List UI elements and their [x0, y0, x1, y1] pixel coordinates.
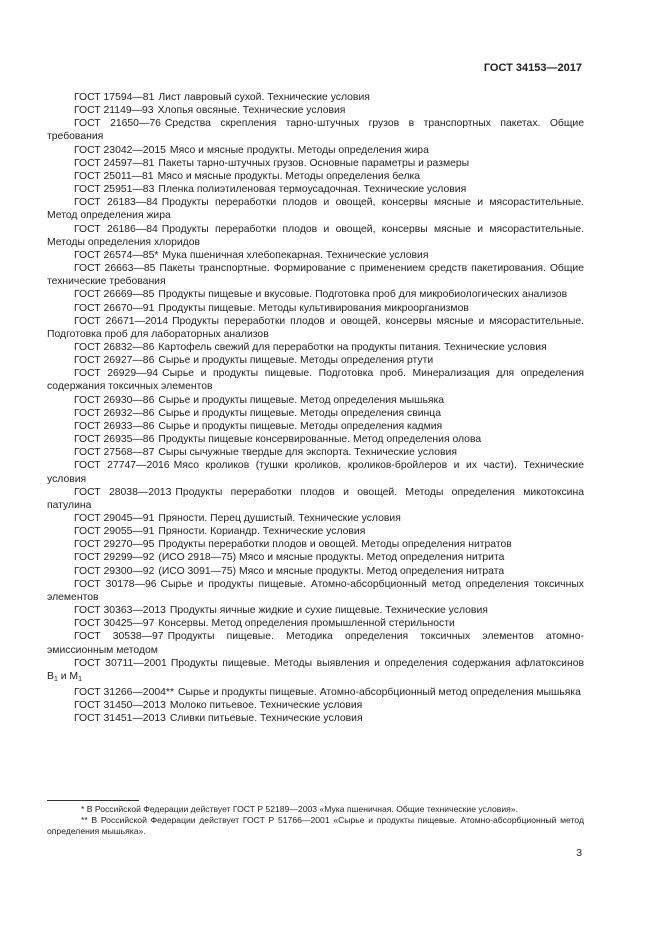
reference-title: Продукты пищевые. Методы культивирования микроорганизмов — [158, 302, 469, 314]
reference-title: Картофель свежий для переработки на продукты питания. Технические условия — [158, 341, 547, 353]
reference-title: Сырье и продукты пищевые. Методы определения ртути — [158, 355, 434, 367]
reference-code: ГОСТ 26574—85* — [74, 249, 159, 261]
reference-code: ГОСТ 31450—2013 — [74, 700, 166, 712]
reference-item — [47, 686, 584, 699]
reference-item — [47, 196, 584, 222]
reference-code: ГОСТ 26832—86 — [74, 341, 155, 353]
reference-item — [47, 302, 584, 315]
reference-code: ГОСТ 26669—85 — [74, 289, 155, 301]
reference-title: Пакеты транспортные. Формирование с применением средств пакетирования. Общие технические требования — [47, 263, 585, 288]
reference-title: Молоко питьевое. Технические условия — [169, 700, 363, 712]
reference-title: Продукты пищевые консервированные. Метод определения олова — [158, 434, 482, 446]
normative-references-list — [47, 91, 584, 726]
document-header: ГОСТ 34153—2017 — [483, 62, 582, 74]
reference-item — [47, 288, 584, 301]
reference-code: ГОСТ 26671—2014 — [74, 315, 169, 327]
reference-item — [47, 630, 584, 656]
reference-code: ГОСТ 30178—96 — [74, 578, 157, 590]
reference-item — [47, 249, 584, 262]
page-number: 3 — [576, 848, 582, 859]
reference-code: ГОСТ 29300—92 — [74, 565, 155, 577]
reference-code: ГОСТ 31266—2004** — [74, 687, 175, 699]
reference-item — [47, 433, 584, 446]
reference-title: Сливки питьевые. Технические условия — [169, 713, 363, 725]
footnotes — [47, 804, 584, 838]
reference-code: ГОСТ 24597—81 — [74, 157, 155, 169]
reference-code: ГОСТ 31451—2013 — [74, 713, 166, 725]
reference-title: Сырье и продукты пищевые. Методы определения свинца — [158, 407, 441, 419]
footnote-divider — [47, 800, 139, 801]
reference-item — [47, 712, 584, 725]
reference-item — [47, 262, 584, 288]
reference-item — [47, 699, 584, 712]
reference-title: Продукты переработки плодов и овощей. Методы определения нитратов — [158, 539, 512, 551]
reference-item — [47, 617, 584, 630]
reference-code: ГОСТ 26663—85 — [74, 263, 156, 275]
reference-title: Продукты переработки плодов и овощей. Методы определения микотоксина патулина — [47, 486, 584, 511]
reference-title: Продукты пищевые. Методика определения токсичных элементов атомно-эмиссионным методом — [47, 631, 584, 656]
reference-code: ГОСТ 30363—2013 — [74, 605, 166, 617]
reference-title: Сыры сычужные твердые для экспорта. Технические условия — [158, 447, 457, 459]
reference-item — [47, 354, 584, 367]
reference-title: Лист лавровый сухой. Технические условия — [158, 92, 370, 103]
reference-code: ГОСТ 27747—2016 — [74, 460, 170, 472]
reference-title: Мясо и мясные продукты. Методы определения жира — [169, 144, 429, 156]
reference-item — [47, 367, 584, 393]
reference-code: ГОСТ 26670—91 — [74, 302, 155, 314]
reference-code: ГОСТ 17594—81 — [74, 92, 155, 103]
reference-code: ГОСТ 26927—86 — [74, 355, 155, 367]
reference-code: ГОСТ 25951—83 — [74, 184, 155, 196]
reference-item — [47, 91, 584, 104]
reference-item — [47, 512, 584, 525]
reference-code: ГОСТ 26935—86 — [74, 434, 155, 446]
reference-code: ГОСТ 25011—81 — [74, 170, 154, 182]
reference-code: ГОСТ 26930—86 — [74, 394, 155, 406]
reference-title: Продукты переработки плодов и овощей, консервы мясные и мясорастительные. Подготовка проб для лабораторных анализов — [47, 315, 584, 340]
reference-title: (ИСО 3091—75) Мясо и мясные продукты. Метод определения нитрата — [158, 565, 505, 577]
reference-item — [47, 394, 584, 407]
reference-code: ГОСТ 29299—92 — [74, 552, 155, 564]
reference-title: Мясо и мясные продукты. Методы определения белка — [157, 170, 421, 182]
reference-code: ГОСТ 29045—91 — [74, 513, 155, 524]
footnote: ** В Российской Федерации действует ГОСТ Р 51766—2001 «Сырье и продукты пищевые. Атомно-абсорбционный метод определения мышьяка». — [47, 815, 584, 837]
reference-code: ГОСТ 26933—86 — [74, 420, 155, 432]
reference-item — [47, 407, 584, 420]
reference-title: Пленка полиэтиленовая термоусадочная. Технические условия — [158, 184, 467, 196]
subscript: 1 — [53, 675, 58, 683]
reference-item — [47, 565, 584, 578]
reference-title: Консервы. Метод определения промышленной стерильности — [158, 618, 455, 630]
reference-title: Хлопья овсяные. Технические условия — [157, 105, 346, 117]
reference-title-cont: и M — [57, 670, 79, 682]
reference-code: ГОСТ 27568—87 — [74, 447, 155, 459]
reference-title: Продукты переработки плодов и овощей, консервы мясные и мясорастительные. Методы определения хлоридов — [47, 223, 584, 248]
reference-title: Продукты пищевые. Методы выявления и определения содержания афлатоксинов B — [47, 657, 584, 682]
reference-code: ГОСТ 26929—94 — [74, 368, 159, 380]
footnote: * В Российской Федерации действует ГОСТ Р 52189—2003 «Мука пшеничная. Общие технические условия». — [81, 804, 518, 814]
reference-title: Сырье и продукты пищевые. Атомно-абсорбционный метод определения мышьяка — [178, 687, 581, 699]
reference-title: Мясо кроликов (тушки кроликов, кроликов-бройлеров и их части). Технические условия — [47, 460, 584, 485]
reference-item — [47, 578, 584, 604]
reference-item — [47, 170, 584, 183]
reference-item — [47, 486, 584, 512]
reference-title: Сырье и продукты пищевые. Атомно-абсорбционный метод определения токсичных элементов — [47, 578, 584, 603]
reference-item — [47, 223, 584, 249]
reference-item — [47, 657, 584, 686]
reference-title: Сырье и продукты пищевые. Методы определения кадмия — [158, 420, 443, 432]
reference-item — [47, 157, 584, 170]
reference-item — [47, 538, 584, 551]
reference-item — [47, 144, 584, 157]
reference-title: Продукты яичные жидкие и сухие пищевые. Технические условия — [169, 605, 488, 617]
reference-title: Продукты пищевые и вкусовые. Подготовка проб для микробиологических анализов — [158, 289, 568, 301]
reference-code: ГОСТ 29055—91 — [74, 526, 155, 538]
subscript: 1 — [78, 675, 82, 683]
reference-code: ГОСТ 21650—76 — [74, 118, 161, 130]
reference-code: ГОСТ 21149—93 — [74, 105, 154, 117]
reference-title: Пряности. Перец душистый. Технические условия — [158, 513, 401, 524]
reference-item — [47, 104, 584, 117]
reference-title: Сырье и продукты пищевые. Подготовка проб. Минерализация для определения содержания токсичных элементов — [47, 368, 585, 393]
reference-item — [47, 315, 584, 341]
reference-code: ГОСТ 26186—84 — [74, 223, 158, 235]
reference-code: ГОСТ 23042—2015 — [74, 144, 166, 156]
reference-item — [47, 551, 584, 564]
reference-item — [47, 341, 584, 354]
reference-code: ГОСТ 26932—86 — [74, 407, 155, 419]
reference-code: ГОСТ 26183—84 — [74, 197, 158, 209]
reference-title: Средства скрепления тарно-штучных грузов в транспортных пакетах. Общие требования — [47, 118, 585, 143]
reference-item — [47, 525, 584, 538]
reference-code: ГОСТ 29270—95 — [74, 539, 155, 551]
reference-item — [47, 420, 584, 433]
reference-title: (ИСО 2918—75) Мясо и мясные продукты. Метод определения нитрита — [158, 552, 505, 564]
reference-code: ГОСТ 30425—97 — [74, 618, 155, 630]
reference-item — [47, 459, 584, 485]
reference-title: Пакеты тарно-штучных грузов. Основные параметры и размеры — [158, 157, 470, 169]
reference-item — [47, 183, 584, 196]
reference-item — [47, 604, 584, 617]
reference-code: ГОСТ 30538—97 — [74, 631, 164, 643]
reference-item — [47, 117, 584, 143]
reference-title: Сырье и продукты пищевые. Метод определения мышьяка — [158, 394, 445, 406]
reference-code: ГОСТ 28038—2013 — [74, 486, 172, 498]
reference-title: Пряности. Кориандр. Технические условия — [158, 526, 366, 538]
reference-title: Мука пшеничная хлебопекарная. Технические условия — [162, 249, 429, 261]
reference-title: Продукты переработки плодов и овощей, консервы мясные и мясорастительные. Метод определения жира — [47, 197, 584, 222]
reference-code: ГОСТ 30711—2001 — [74, 657, 167, 669]
reference-item — [47, 446, 584, 459]
